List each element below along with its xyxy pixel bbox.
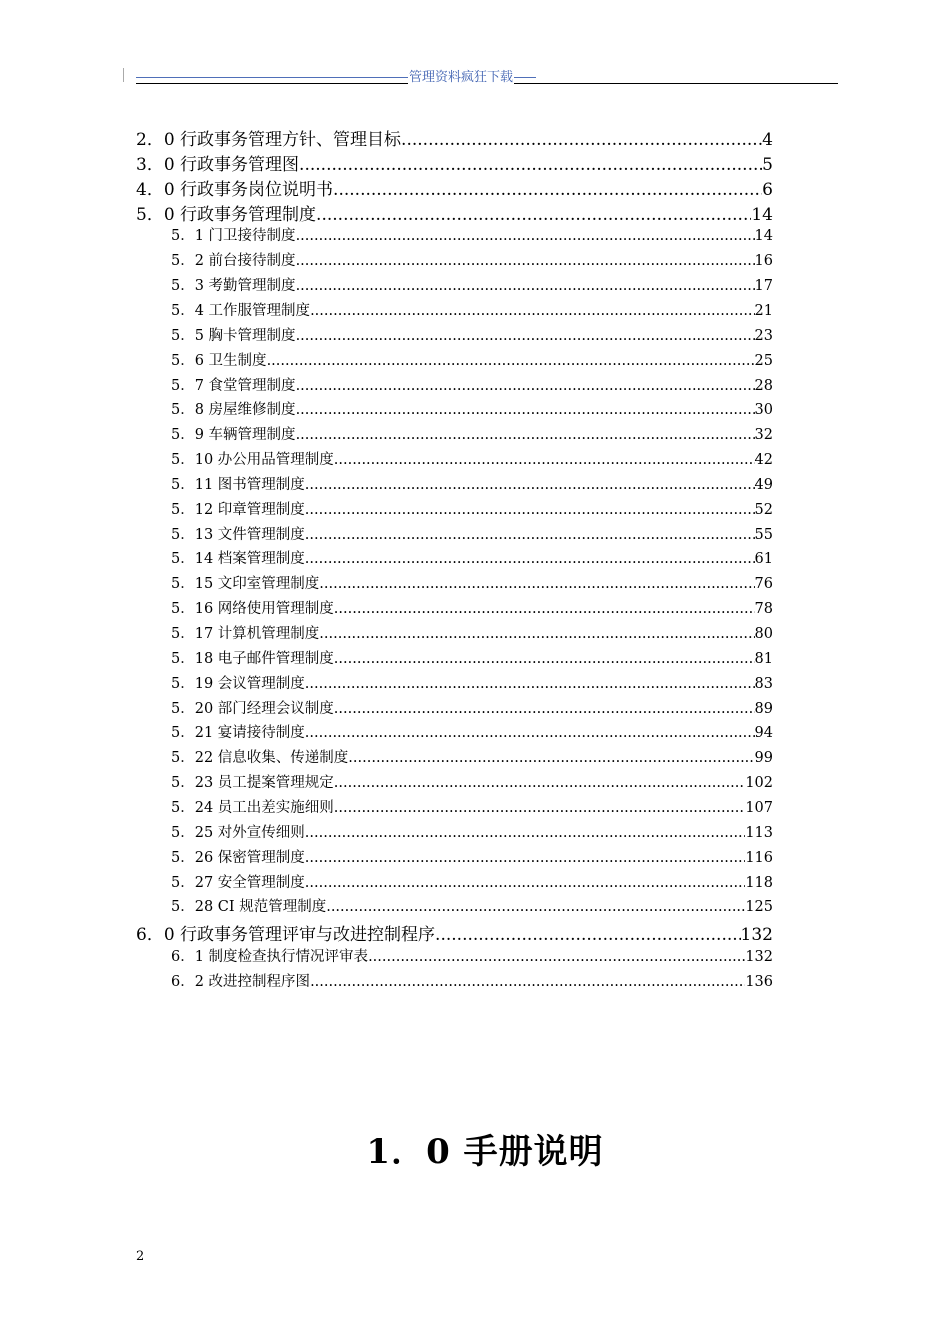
toc-entry-page: 42 xyxy=(754,452,773,469)
toc-leader-dots xyxy=(296,402,755,418)
toc-leader-dots xyxy=(326,899,745,915)
toc-entry-label: 5．20 部门经理会议制度 xyxy=(171,700,334,717)
toc-entry-label: 5．10 办公用品管理制度 xyxy=(171,452,334,469)
toc-entry-label: 5．24 员工出差实施细则 xyxy=(171,799,334,816)
toc-entry[interactable] xyxy=(171,349,773,371)
toc-entry[interactable] xyxy=(136,150,773,174)
header-text: 管理资料疯狂下载 xyxy=(408,66,514,85)
toc-entry-label: 5．8 房屋维修制度 xyxy=(171,402,296,419)
toc-leader-dots xyxy=(310,303,754,319)
toc-entry[interactable] xyxy=(171,224,773,246)
toc-entry[interactable] xyxy=(171,398,773,420)
toc-leader-dots xyxy=(368,949,745,965)
toc-leader-dots xyxy=(296,253,755,269)
toc-entry-label: 5．23 员工提案管理规定 xyxy=(171,775,334,792)
toc-entry-page: 23 xyxy=(754,327,773,344)
toc-entry-page: 28 xyxy=(754,377,773,394)
toc-entry-page: 6 xyxy=(762,179,773,200)
toc-entry-page: 49 xyxy=(754,476,773,493)
toc-entry-label: 5．5 胸卡管理制度 xyxy=(171,327,296,344)
toc-entry[interactable] xyxy=(171,895,773,917)
toc-entry-page: 16 xyxy=(754,253,773,270)
toc-entry-page: 83 xyxy=(754,675,773,692)
toc-entry[interactable] xyxy=(171,374,773,396)
toc-entry-page: 113 xyxy=(745,824,773,841)
toc-entry-label: 5．17 计算机管理制度 xyxy=(171,626,320,642)
toc-leader-dots xyxy=(334,452,755,468)
toc-entry-label: 5．11 图书管理制度 xyxy=(171,476,305,493)
toc-entry[interactable] xyxy=(171,448,773,470)
toc-entry-label: 5．26 保密管理制度 xyxy=(171,849,305,866)
toc-leader-dots xyxy=(305,676,755,692)
toc-entry[interactable] xyxy=(171,970,773,992)
toc-entry-page: 132 xyxy=(745,949,773,966)
toc-leader-dots xyxy=(267,353,755,369)
toc-entry-label: 5．6 卫生制度 xyxy=(171,352,267,369)
toc-entry[interactable] xyxy=(136,175,773,199)
toc-entry-page: 94 xyxy=(754,725,773,742)
toc-entry[interactable] xyxy=(136,200,773,224)
toc-leader-dots xyxy=(296,228,755,244)
toc-leader-dots xyxy=(401,130,762,150)
toc-entry[interactable] xyxy=(171,796,773,818)
toc-entry-page: 76 xyxy=(754,576,773,593)
toc-entry[interactable] xyxy=(171,523,773,545)
toc-entry[interactable] xyxy=(171,547,773,569)
toc-leader-dots xyxy=(305,551,755,567)
toc-entry[interactable] xyxy=(171,274,773,296)
toc-entry-label: 5．2 前台接待制度 xyxy=(171,253,296,270)
toc-leader-dots xyxy=(334,601,755,617)
toc-leader-dots xyxy=(435,925,741,945)
toc-entry[interactable] xyxy=(171,597,773,619)
toc-entry-page: 118 xyxy=(745,874,773,891)
toc-entry-page: 17 xyxy=(754,278,773,295)
toc-entry-label: 5．22 信息收集、传递制度 xyxy=(171,750,349,767)
toc-entry-label: 5．3 考勤管理制度 xyxy=(171,278,296,295)
toc-leader-dots xyxy=(334,775,746,791)
toc-entry[interactable] xyxy=(171,846,773,868)
toc-entry-label: 5．16 网络使用管理制度 xyxy=(171,601,334,618)
toc-entry-page: 55 xyxy=(754,526,773,543)
toc-entry[interactable] xyxy=(171,572,773,594)
toc-entry[interactable] xyxy=(171,721,773,743)
toc-entry-page: 116 xyxy=(745,849,773,866)
toc-entry[interactable] xyxy=(171,871,773,893)
toc-entry[interactable] xyxy=(171,299,773,321)
toc-leader-dots xyxy=(296,378,755,394)
toc-entry[interactable] xyxy=(171,473,773,495)
toc-entry-page: 80 xyxy=(754,626,773,642)
toc-entry[interactable] xyxy=(171,771,773,793)
toc-entry-page: 21 xyxy=(754,302,773,319)
toc-entry-page: 107 xyxy=(745,799,773,816)
toc-leader-dots xyxy=(333,180,762,200)
toc-entry-page: 32 xyxy=(754,427,773,444)
section-title: 1．0 手册说明 xyxy=(366,1132,604,1172)
toc-entry-label: 5．4 工作服管理制度 xyxy=(171,302,311,319)
toc-entry-label: 2．0 行政事务管理方针、管理目标 xyxy=(136,130,402,150)
toc-leader-dots xyxy=(316,205,751,225)
page-number: 2 xyxy=(136,1249,145,1264)
toc-entry-label: 6．2 改进控制程序图 xyxy=(171,973,311,990)
toc-entry-page: 25 xyxy=(754,352,773,369)
toc-entry-page: 78 xyxy=(754,601,773,618)
toc-entry-page: 89 xyxy=(754,700,773,717)
toc-entry[interactable] xyxy=(171,423,773,445)
toc-entry-label: 6．0 行政事务管理评审与改进控制程序 xyxy=(136,925,436,946)
toc-leader-dots xyxy=(319,576,754,592)
toc-entry-page: 136 xyxy=(745,973,773,990)
toc-leader-dots xyxy=(296,427,755,443)
toc-leader-dots xyxy=(310,974,745,990)
toc-entry[interactable] xyxy=(171,697,773,719)
toc-entry-page: 102 xyxy=(745,775,773,792)
toc-leader-dots xyxy=(348,750,754,766)
toc-entry-page: 81 xyxy=(754,650,773,667)
toc-leader-dots xyxy=(305,875,746,891)
toc-entry[interactable] xyxy=(136,920,773,944)
toc-entry-label: 5．12 印章管理制度 xyxy=(171,501,305,518)
toc-leader-dots xyxy=(305,825,746,841)
toc-entry-page: 61 xyxy=(754,551,773,568)
toc-entry-label: 3．0 行政事务管理图 xyxy=(136,154,300,175)
toc-entry-page: 30 xyxy=(754,402,773,419)
toc-entry-label: 5．28 CI 规范管理制度 xyxy=(171,899,327,916)
toc-entry-label: 5．14 档案管理制度 xyxy=(171,551,305,568)
toc-leader-dots xyxy=(334,800,746,816)
toc-entry-label: 6．1 制度检查执行情况评审表 xyxy=(171,949,369,966)
toc-entry-label: 5．19 会议管理制度 xyxy=(171,675,305,692)
toc-leader-dots xyxy=(296,328,755,344)
toc-entry-label: 5．0 行政事务管理制度 xyxy=(136,204,317,225)
toc-leader-dots xyxy=(334,701,755,717)
toc-entry[interactable] xyxy=(171,498,773,520)
toc-leader-dots xyxy=(319,626,754,642)
toc-leader-dots xyxy=(305,527,755,543)
toc-entry-label: 4．0 行政事务岗位说明书 xyxy=(136,179,334,200)
toc-entry-page: 14 xyxy=(754,228,773,245)
toc-leader-dots xyxy=(305,477,755,493)
toc-entry-label: 5．9 车辆管理制度 xyxy=(171,427,296,444)
toc-leader-dots xyxy=(305,725,755,741)
toc-entry[interactable] xyxy=(171,324,773,346)
toc-entry[interactable] xyxy=(171,821,773,843)
toc-leader-dots xyxy=(299,155,762,175)
toc-entry-page: 125 xyxy=(745,899,773,916)
toc-leader-dots xyxy=(296,278,755,294)
toc-entry-page: 14 xyxy=(751,204,773,225)
toc-leader-dots xyxy=(334,651,755,667)
toc-entry[interactable] xyxy=(171,647,773,669)
toc-entry[interactable] xyxy=(171,672,773,694)
toc-leader-dots xyxy=(305,850,746,866)
toc-entry[interactable] xyxy=(136,125,773,149)
toc-entry-label: 5．27 安全管理制度 xyxy=(171,874,305,891)
toc-entry-label: 5．25 对外宣传细则 xyxy=(171,824,305,841)
toc-entry[interactable] xyxy=(171,746,773,768)
toc-entry-label: 5．1 门卫接待制度 xyxy=(171,228,296,245)
toc-entry[interactable] xyxy=(171,945,773,967)
header-margin-mark xyxy=(123,68,124,82)
toc-entry-page: 132 xyxy=(740,925,773,946)
toc-entry-label: 5．18 电子邮件管理制度 xyxy=(171,650,334,667)
toc-entry-page: 52 xyxy=(754,501,773,518)
toc-entry-page: 4 xyxy=(762,130,773,150)
toc-entry-label: 5．21 宴请接待制度 xyxy=(171,725,305,742)
toc-entry-label: 5．15 文印室管理制度 xyxy=(171,576,320,593)
toc-entry[interactable] xyxy=(171,249,773,271)
toc-entry-label: 5．13 文件管理制度 xyxy=(171,526,305,543)
toc-entry[interactable] xyxy=(171,622,773,644)
toc-entry-page: 5 xyxy=(762,154,773,175)
toc-leader-dots xyxy=(305,502,755,518)
toc-entry-page: 99 xyxy=(754,750,773,767)
toc-entry-label: 5．7 食堂管理制度 xyxy=(171,377,296,394)
